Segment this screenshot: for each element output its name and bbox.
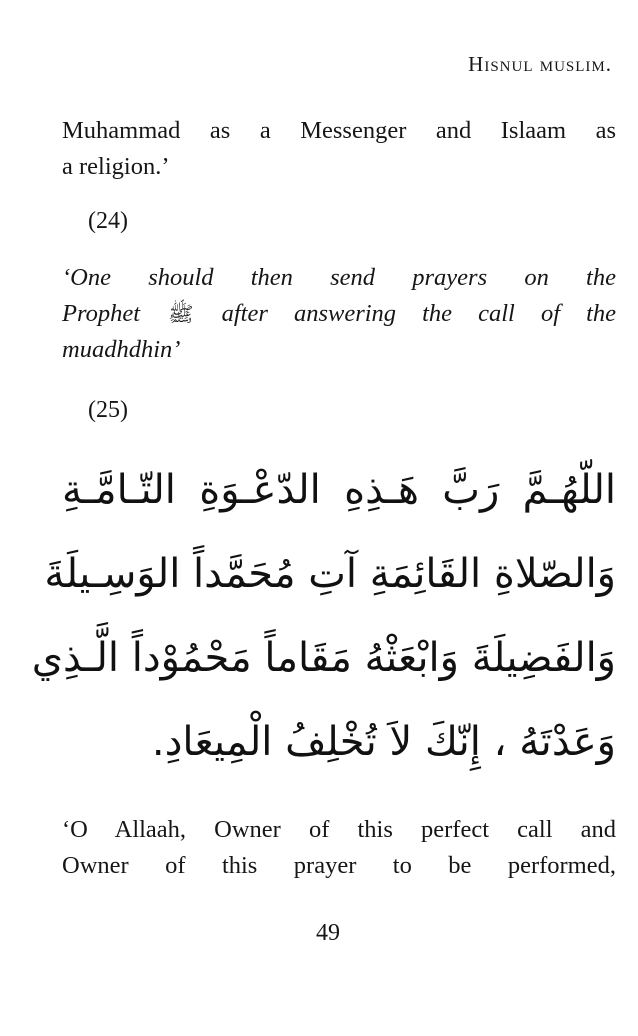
paragraph-line: ‘One should then send prayers on the — [62, 264, 616, 291]
prophet-word: Prophet — [62, 300, 141, 327]
salutation-symbol-icon: ﷺ — [168, 302, 194, 326]
reference-number-24: (24) — [88, 208, 128, 234]
translation-paragraph — [62, 812, 616, 884]
arabic-line: وَعَدْتَهُ ، إِنّكَ لاَ تُخْلِفُ الْمِيعَادِ. — [151, 719, 616, 765]
line-continuation: after answering the call of the — [221, 300, 617, 327]
continuation-paragraph — [62, 113, 616, 185]
arabic-supplication — [31, 448, 616, 784]
paragraph-line: Muhammad as a Messenger and Islaam as — [62, 117, 616, 144]
arabic-line: وَالصّلاةِ القَائِمَةِ آتِ مُحَمَّداً الوَسِـيلَةَ — [44, 551, 616, 597]
running-header: Hisnul muslim. — [468, 52, 612, 76]
paragraph-line: Owner of this prayer to be performed, — [62, 852, 616, 879]
page-number: 49 — [316, 920, 340, 946]
paragraph-line: a religion.’ — [62, 153, 170, 180]
paragraph-line — [62, 296, 616, 332]
arabic-line: اللّهُـمَّ رَبَّ هَـذِهِ الدّعْـوَةِ التّـامَّـةِ — [62, 467, 616, 513]
paragraph-line: ‘O Allaah, Owner of this perfect call and — [62, 816, 616, 843]
note-paragraph — [62, 260, 616, 368]
arabic-line: وَالفَضِيلَةَ وَابْعَثْهُ مَقَاماً مَحْمُوْداً الَّـذِي — [31, 635, 616, 681]
reference-number-25: (25) — [88, 397, 128, 423]
paragraph-line: muadhdhin’ — [62, 336, 181, 363]
